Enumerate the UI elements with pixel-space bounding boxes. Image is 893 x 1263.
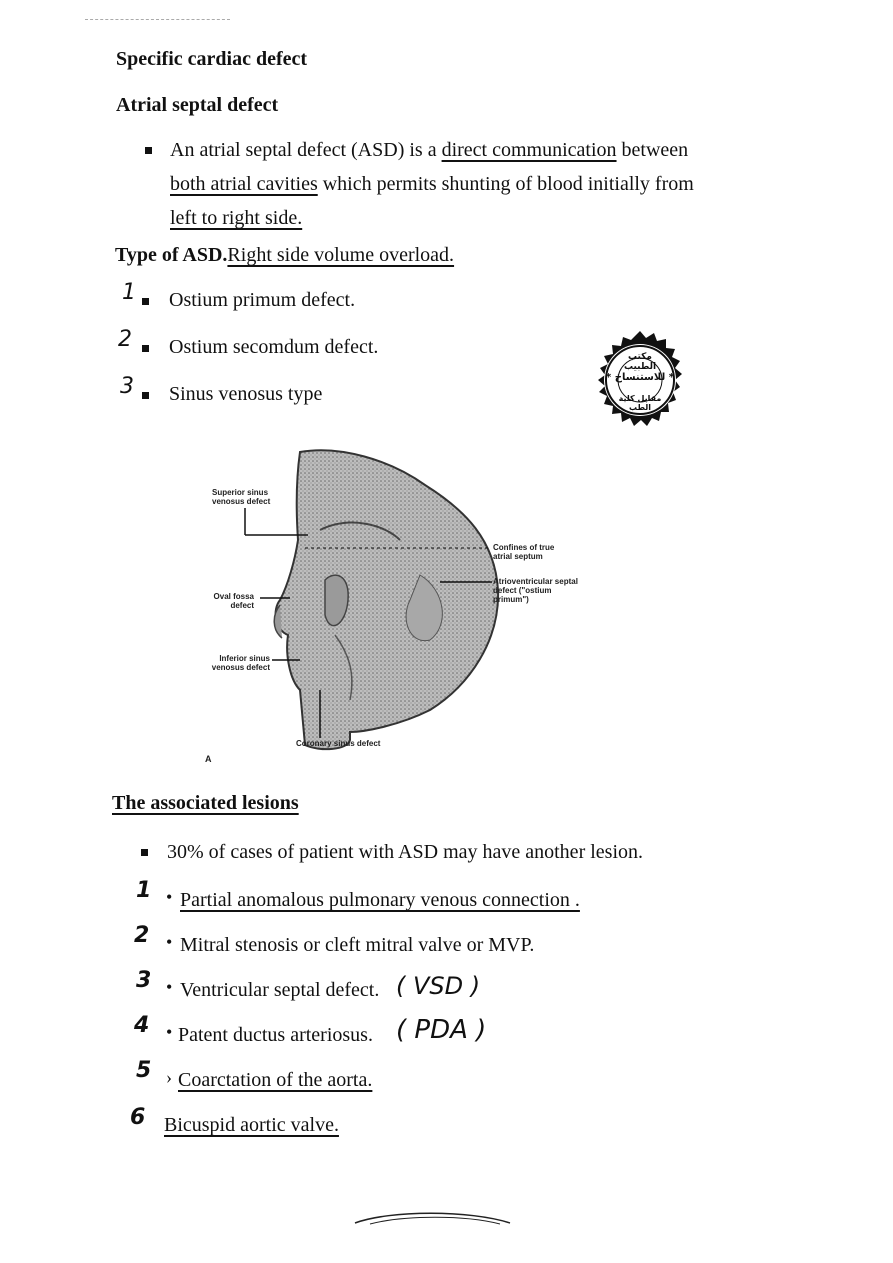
asd-def-underlined-3: left to right side. <box>170 207 303 229</box>
asd-def-text-2: between <box>616 139 689 161</box>
type-heading-rest: Right side volume overload. <box>227 244 455 266</box>
lesion-label: Mitral stenosis or cleft mitral valve or MVP. <box>180 934 535 956</box>
bullet-dot: • <box>166 1022 173 1042</box>
lesion-note: ( PDA ) <box>396 1015 487 1045</box>
asd-def-line-2 <box>170 167 785 201</box>
bullet-square <box>141 849 148 856</box>
label-coronary: Coronary sinus defect <box>296 739 381 748</box>
lesion-label: Bicuspid aortic valve. <box>164 1114 339 1136</box>
associated-intro: 30% of cases of patient with ASD may have another lesion. <box>167 841 643 863</box>
heart-outline <box>276 450 499 749</box>
lesion-label: Coarctation of the aorta. <box>178 1069 373 1091</box>
section-title: Specific cardiac defect <box>116 48 308 70</box>
lesion-label: Patent ductus arteriosus. <box>178 1024 373 1046</box>
heart-diagram <box>200 440 600 770</box>
bullet-dot: • <box>166 932 173 952</box>
lesion-label: Ventricular septal defect. <box>180 979 380 1001</box>
bullet-square <box>142 298 149 305</box>
label-av: Atrioventricular septal defect ("ostium primum") <box>493 577 578 604</box>
hand-number: 3 <box>120 374 134 399</box>
type-label: Ostium primum defect. <box>169 289 356 311</box>
bullet-dot: • <box>166 977 173 997</box>
bottom-flourish <box>350 1208 520 1228</box>
stamp-text-mid: * للاستنساخ * <box>606 372 674 383</box>
associated-heading: The associated lesions <box>112 792 299 814</box>
asd-def-line-1 <box>145 133 785 167</box>
hand-number: 5 <box>136 1058 152 1083</box>
hand-number: 3 <box>136 968 152 993</box>
bullet-square <box>145 147 152 154</box>
bullet-dot: › <box>166 1067 172 1087</box>
type-label: Ostium secomdum defect. <box>169 336 379 358</box>
type-heading <box>115 238 454 272</box>
lesion-label: Partial anomalous pulmonary venous connection . <box>180 889 580 911</box>
asd-def-underlined: direct communication <box>441 139 617 161</box>
lesion-note: ( VSD ) <box>396 972 481 1000</box>
type-heading-bold: Type of ASD. <box>115 244 228 266</box>
type-label: Sinus venosus type <box>169 383 323 405</box>
asd-def-text-3: which permits shunting of blood initially from <box>317 173 694 195</box>
top-dash-line <box>85 19 230 20</box>
label-oval: Oval fossa defect <box>213 592 254 610</box>
stamp-text-bottom: مقابل كلية الطب <box>618 394 662 412</box>
asd-def-underlined-2: both atrial cavities <box>170 173 318 195</box>
hand-number: 1 <box>122 280 136 305</box>
bullet-dot: • <box>166 887 173 907</box>
bullet-square <box>142 392 149 399</box>
hand-number: 2 <box>134 923 150 948</box>
bullet-square <box>142 345 149 352</box>
library-stamp <box>585 330 695 440</box>
asd-def-text-1: An atrial septal defect (ASD) is a <box>170 139 442 161</box>
figure-caption: A <box>205 754 212 764</box>
label-superior: Superior sinus venosus defect <box>212 488 271 506</box>
label-inferior: Inferior sinus venosus defect <box>211 654 270 672</box>
hand-number: 2 <box>118 327 132 352</box>
asd-def-line-3 <box>170 201 785 235</box>
asd-definition <box>145 133 785 235</box>
hand-number: 1 <box>136 878 152 903</box>
associated-intro-row <box>141 841 643 864</box>
asd-heading: Atrial septal defect <box>116 94 279 116</box>
hand-number: 6 <box>130 1105 146 1130</box>
stamp-text-top: مكتب الطبيب <box>623 352 657 372</box>
stamp-graphic <box>585 330 695 440</box>
label-confines: Confines of true atrial septum <box>493 543 555 561</box>
hand-number: 4 <box>134 1013 150 1038</box>
